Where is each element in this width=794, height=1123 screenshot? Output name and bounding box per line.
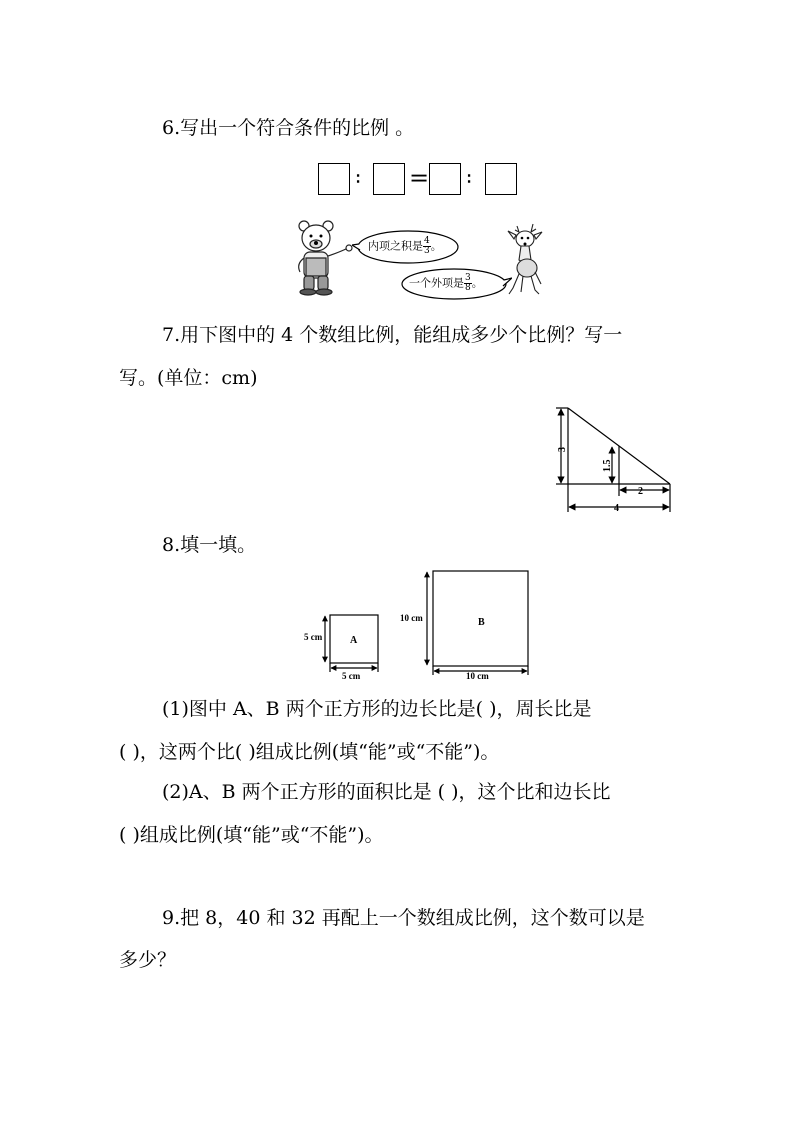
bubble1-prefix: 内项之积是 [368,239,423,253]
square-b-bottom-label: 10 cm [466,671,489,680]
square-a-side-label: 5 cm [304,632,323,642]
bear-illustration [292,218,354,296]
bubble-one-extreme [409,274,483,293]
label-1-5: 1.5 [602,459,613,472]
q7-line2: 写。(单位：cm) [119,367,258,389]
label-3: 3 [557,447,568,452]
q8-p1-line2: ( )，这两个比( )组成比例(填“能”或“不能”)。 [119,741,500,763]
square-a-bottom-label: 5 cm [342,671,361,680]
answer-box-2[interactable] [373,163,405,195]
q7-line1: 7.用下图中的 4 个数组比例，能组成多少个比例？写一 [162,324,623,346]
answer-box-4[interactable] [485,163,517,195]
triangle-diagram [550,400,680,516]
bubble2-denominator: 8 [465,283,471,293]
label-2: 2 [638,486,643,497]
square-b-name: B [478,617,485,628]
square-b-side-label: 10 cm [400,613,423,623]
answer-box-1[interactable] [318,163,350,195]
bubble2-prefix: 一个外项是 [409,276,464,290]
q8-p2-line1: (2)A、B 两个正方形的面积比是 ( )，这个比和边长比 [162,781,611,803]
bubble1-numerator: 4 [424,236,430,246]
q8-p2-line2: ( )组成比例(填“能”或“不能”)。 [119,824,384,846]
q8-title: 8.填一填。 [162,534,257,556]
q9-line2: 多少？ [119,949,177,971]
bubble1-suffix: 。 [430,239,442,253]
square-a-name: A [350,635,358,646]
bubble-product-of-means [368,237,442,256]
label-4: 4 [614,503,619,514]
q9-line1: 9.把 8，40 和 32 再配上一个数组成比例，这个数可以是 [162,907,645,929]
bubble2-numerator: 3 [465,273,471,283]
deer-illustration [505,222,547,298]
equals-sign: = [409,164,430,192]
answer-box-3[interactable] [429,163,461,195]
colon-1: ∶ [356,169,361,188]
bubble2-suffix: 。 [471,276,483,290]
squares-diagram [300,565,540,680]
colon-2: ∶ [467,169,472,188]
q8-p1-line1: (1)图中 A、B 两个正方形的边长比是( )，周长比是 [162,698,592,720]
q6-title: 6.写出一个符合条件的比例 。 [162,117,415,139]
bubble1-denominator: 3 [424,246,430,256]
